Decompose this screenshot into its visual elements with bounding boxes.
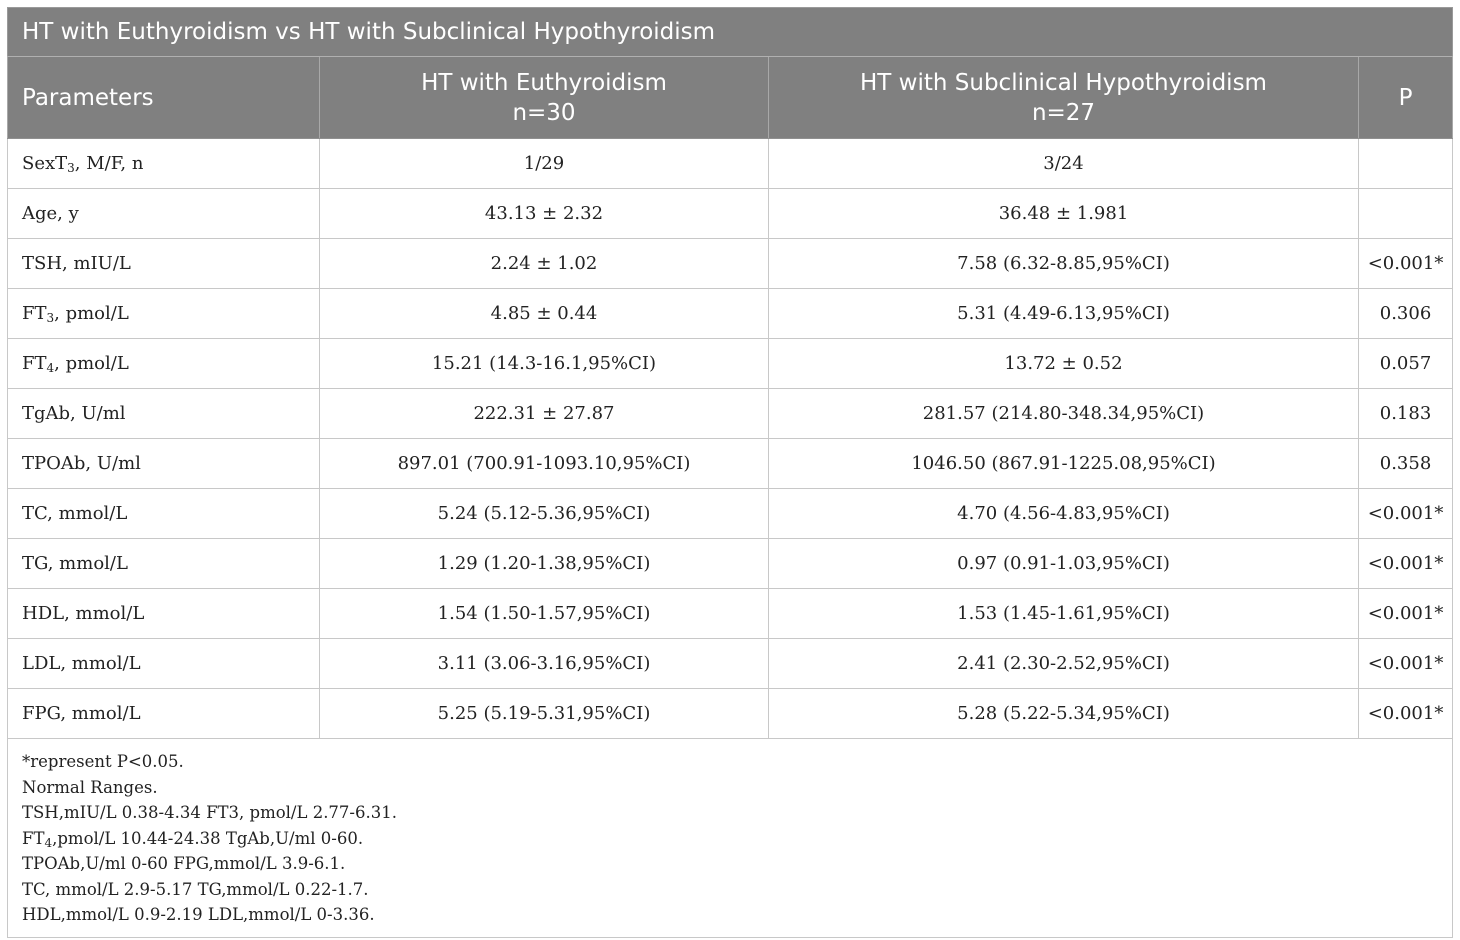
parameter-name: TgAb, U/ml: [22, 403, 126, 424]
cell-parameter: [8, 489, 320, 539]
cell-subclinical: 1046.50 (867.91-1225.08,95%CI): [769, 439, 1359, 489]
parameter-name: LDL, mmol/L: [22, 653, 141, 674]
table-footnotes: [8, 739, 1453, 938]
header-subclinical-n: n=27: [1031, 99, 1096, 126]
cell-parameter: [8, 189, 320, 239]
cell-euthyroidism: 5.24 (5.12-5.36,95%CI): [320, 489, 769, 539]
parameter-name: FPG, mmol/L: [22, 703, 141, 724]
cell-subclinical: 5.28 (5.22-5.34,95%CI): [769, 689, 1359, 739]
table-footnote-row: [8, 739, 1453, 938]
table-row: [8, 489, 1453, 539]
cell-subclinical: 7.58 (6.32-8.85,95%CI): [769, 239, 1359, 289]
table-row: [8, 339, 1453, 389]
header-euthyroidism: [320, 57, 769, 139]
cell-subclinical: 0.97 (0.91-1.03,95%CI): [769, 539, 1359, 589]
parameter-unit: , M/F, n: [74, 153, 144, 174]
cell-parameter: [8, 239, 320, 289]
cell-euthyroidism: 4.85 ± 0.44: [320, 289, 769, 339]
cell-euthyroidism: 3.11 (3.06-3.16,95%CI): [320, 639, 769, 689]
footnote-tc-tg: TC, mmol/L 2.9-5.17 TG,mmol/L 0.22-1.7.: [22, 879, 369, 899]
cell-euthyroidism: 15.21 (14.3-16.1,95%CI): [320, 339, 769, 389]
table-title-row: [8, 8, 1453, 57]
table-row: [8, 689, 1453, 739]
comparison-table: [7, 7, 1453, 938]
table-body: [8, 139, 1453, 739]
cell-subclinical: 13.72 ± 0.52: [769, 339, 1359, 389]
table-row: [8, 589, 1453, 639]
cell-euthyroidism: 1.54 (1.50-1.57,95%CI): [320, 589, 769, 639]
parameter-name: SexT: [22, 153, 68, 174]
cell-parameter: [8, 689, 320, 739]
cell-p-value: <0.001*: [1359, 239, 1453, 289]
parameter-name: TPOAb, U/ml: [22, 453, 141, 474]
table-row: [8, 439, 1453, 489]
cell-p-value: 0.057: [1359, 339, 1453, 389]
cell-euthyroidism: 2.24 ± 1.02: [320, 239, 769, 289]
cell-subclinical: 36.48 ± 1.981: [769, 189, 1359, 239]
footnote-ft4-tgab: [22, 826, 1452, 852]
cell-subclinical: 1.53 (1.45-1.61,95%CI): [769, 589, 1359, 639]
cell-subclinical: 4.70 (4.56-4.83,95%CI): [769, 489, 1359, 539]
footnote-tpoab-fpg: TPOAb,U/ml 0-60 FPG,mmol/L 3.9-6.1.: [22, 854, 346, 873]
table-header-row: [8, 57, 1453, 139]
cell-p-value: 0.306: [1359, 289, 1453, 339]
cell-p-value: [1359, 139, 1453, 189]
table-row: [8, 639, 1453, 689]
cell-p-value: <0.001*: [1359, 539, 1453, 589]
footnote-hdl-ldl: HDL,mmol/L 0.9-2.19 LDL,mmol/L 0-3.36.: [22, 905, 375, 924]
cell-subclinical: 2.41 (2.30-2.52,95%CI): [769, 639, 1359, 689]
parameter-name: FT: [22, 353, 47, 374]
cell-euthyroidism: 43.13 ± 2.32: [320, 189, 769, 239]
cell-p-value: <0.001*: [1359, 689, 1453, 739]
header-parameters: Parameters: [8, 57, 320, 139]
parameter-name: TG, mmol/L: [22, 553, 128, 574]
header-p-value: P: [1359, 57, 1453, 139]
cell-parameter: [8, 289, 320, 339]
parameter-subscript: 4: [46, 361, 55, 375]
cell-euthyroidism: 1.29 (1.20-1.38,95%CI): [320, 539, 769, 589]
parameter-name: FT: [22, 303, 47, 324]
cell-euthyroidism: 897.01 (700.91-1093.10,95%CI): [320, 439, 769, 489]
cell-p-value: <0.001*: [1359, 639, 1453, 689]
cell-p-value: <0.001*: [1359, 589, 1453, 639]
parameter-name: TC, mmol/L: [22, 503, 128, 524]
parameter-subscript: 3: [46, 311, 55, 325]
parameter-unit: , pmol/L: [54, 353, 129, 374]
table-row: [8, 539, 1453, 589]
table-row: [8, 239, 1453, 289]
footnote-ft4-suffix: ,pmol/L 10.44-24.38 TgAb,U/ml 0-60.: [52, 828, 364, 848]
cell-p-value: 0.183: [1359, 389, 1453, 439]
cell-parameter: [8, 539, 320, 589]
header-euthyroidism-label: HT with Euthyroidism: [421, 69, 667, 96]
parameter-name: HDL, mmol/L: [22, 603, 145, 624]
cell-parameter: [8, 639, 320, 689]
cell-p-value: <0.001*: [1359, 489, 1453, 539]
footnote-ft4-prefix: FT: [22, 828, 45, 848]
cell-p-value: 0.358: [1359, 439, 1453, 489]
comparison-table-container: [7, 7, 1452, 938]
table-row: [8, 189, 1453, 239]
parameter-name: Age, y: [22, 203, 79, 224]
table-title: HT with Euthyroidism vs HT with Subclinical Hypothyroidism: [8, 8, 1453, 57]
footnote-significance: *represent P<0.05.: [22, 752, 184, 771]
header-euthyroidism-n: n=30: [512, 99, 576, 126]
cell-p-value: [1359, 189, 1453, 239]
cell-subclinical: 281.57 (214.80-348.34,95%CI): [769, 389, 1359, 439]
parameter-subscript: 3: [67, 161, 75, 175]
cell-euthyroidism: 1/29: [320, 139, 769, 189]
table-row: [8, 139, 1453, 189]
cell-parameter: [8, 439, 320, 489]
cell-parameter: [8, 589, 320, 639]
cell-euthyroidism: 222.31 ± 27.87: [320, 389, 769, 439]
cell-parameter: [8, 139, 320, 189]
footnote-normal-ranges: Normal Ranges.: [22, 777, 158, 797]
table-row: [8, 389, 1453, 439]
cell-subclinical: 5.31 (4.49-6.13,95%CI): [769, 289, 1359, 339]
parameter-name: TSH, mIU/L: [22, 253, 131, 274]
footnote-tsh-ft3: TSH,mIU/L 0.38-4.34 FT3, pmol/L 2.77-6.31.: [22, 803, 397, 822]
parameter-unit: , pmol/L: [54, 303, 129, 324]
table-row: [8, 289, 1453, 339]
footnote-ft4-subscript: 4: [44, 835, 53, 850]
cell-euthyroidism: 5.25 (5.19-5.31,95%CI): [320, 689, 769, 739]
cell-subclinical: 3/24: [769, 139, 1359, 189]
header-subclinical-label: HT with Subclinical Hypothyroidism: [860, 69, 1267, 96]
header-subclinical: [769, 57, 1359, 139]
cell-parameter: [8, 389, 320, 439]
cell-parameter: [8, 339, 320, 389]
